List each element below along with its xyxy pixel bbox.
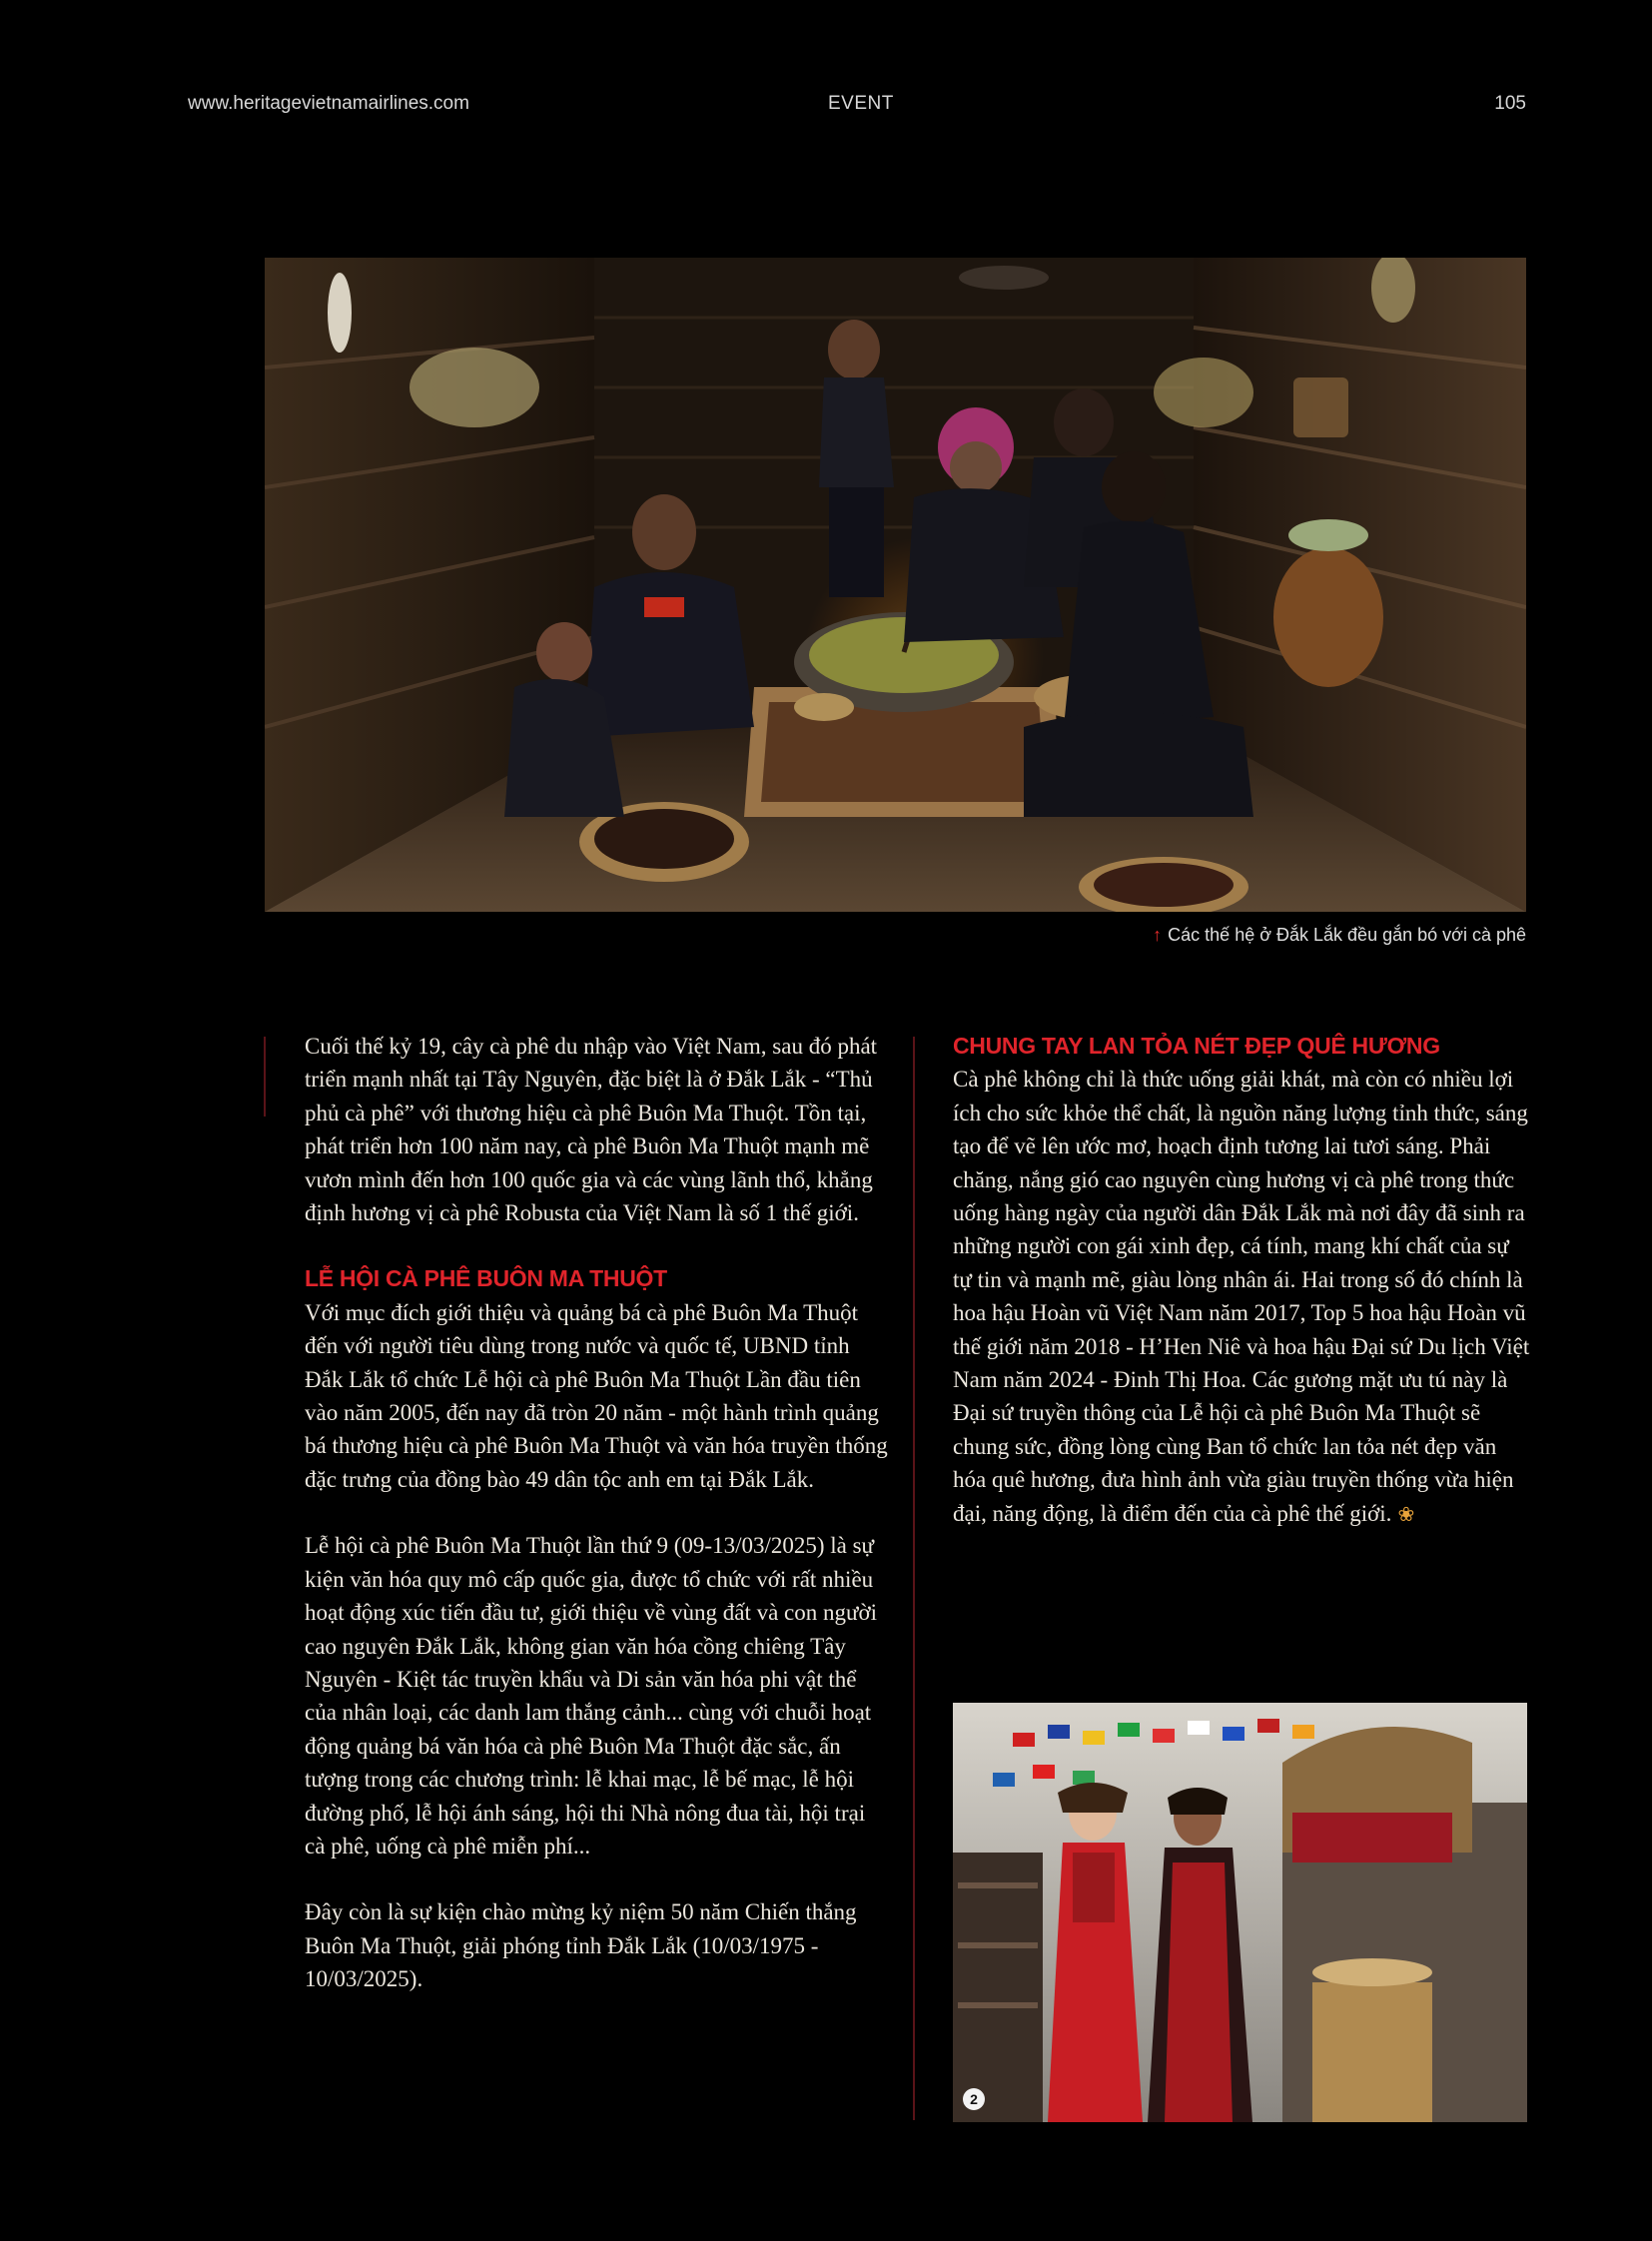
homeland-text: Cà phê không chỉ là thức uống giải khát, mà còn có nhiều lợi ích cho sức khỏe thể chất, là nguồn năng lượng tỉnh thức, sáng tạo để vẽ lên ước mơ, hoạch định tương lai tươi sáng. Phải chăng, nắng gió cao nguyên cùng hương vị cà phê trong thức uống hàng ngày của người dân Đắk Lắk mà nơi đây đã sinh ra những người con gái xinh đẹp, cá tính, mang khí chất của sự tự tin và mạnh mẽ, giàu lòng nhân ái. Hai trong số đó chính là hoa hậu Hoàn vũ Việt Nam năm 2017, Top 5 hoa hậu Hoàn vũ thế giới năm 2018 - H’Hen Niê và hoa hậu Đại sứ Du lịch Việt Nam năm 2024 - Đinh Thị Hoa. Các gương mặt ưu tú này là Đại sứ truyền thông của Lễ hội cà phê Buôn Ma Thuột sẽ chung sức, đồng lòng cùng Ban tổ chức lan tỏa nét đẹp văn hóa quê hương, đưa hình ảnh vừa giàu truyền thống vừa hiện đại, năng động, là điểm đến của cà phê thế giới.	[953, 1067, 1530, 1526]
intro-paragraph: Cuối thế kỷ 19, cây cà phê du nhập vào Việt Nam, sau đó phát triển mạnh nhất tại Tây Nguyên, đặc biệt là ở Đắk Lắk - “Thủ phủ cà phê” với thương hiệu cà phê Buôn Ma Thuột. Tồn tại, phát triển hơn 100 năm nay, cà phê Buôn Ma Thuột mạnh mẽ vươn mình đến hơn 100 quốc gia và các vùng lãnh thổ, khẳng định hương vị cà phê Robusta của Việt Nam là số 1 thế giới.	[305, 1034, 878, 1226]
section-label: EVENT	[828, 93, 894, 114]
lotus-icon: ❀	[1397, 1503, 1415, 1526]
page-header	[188, 93, 1526, 123]
caption-text: Các thế hệ ở Đắk Lắk đều gắn bó với cà phê	[1168, 925, 1526, 945]
center-column-rule	[913, 1037, 915, 2120]
arrow-up-icon: ↑	[1153, 925, 1163, 945]
festival-paragraph-3: Đây còn là sự kiện chào mừng kỷ niệm 50 năm Chiến thắng Buôn Ma Thuột, giải phóng tỉnh Đắk Lắk (10/03/1975 - 10/03/2025).	[305, 1899, 857, 1992]
festival-heading: LỄ HỘI CÀ PHÊ BUÔN MA THUỘT	[305, 1265, 667, 1292]
main-photo-family-coffee	[265, 258, 1526, 912]
right-column	[953, 1030, 1532, 1532]
main-photo-caption	[1153, 925, 1526, 946]
festival-paragraph-2: Lễ hội cà phê Buôn Ma Thuột lần thứ 9 (09-13/03/2025) là sự kiện văn hóa quy mô cấp quốc gia, được tổ chức với rất nhiều hoạt động xúc tiến đầu tư, giới thiệu về vùng đất và con người cao nguyên Đắk Lắk, không gian văn hóa cồng chiêng Tây Nguyên - Kiệt tác truyền khẩu và Di sản văn hóa phi vật thể của nhân loại, các danh lam thắng cảnh... cùng với chuỗi hoạt động quảng bá văn hóa cà phê Buôn Ma Thuột đặc sắc, ấn tượng trong các chương trình: lễ khai mạc, lễ bế mạc, lễ hội đường phố, lễ hội ánh sáng, hội thi Nhà nông đua tài, hội trại cà phê, uống cà phê miễn phí...	[305, 1533, 878, 1859]
photo-number-badge: 2	[963, 2088, 985, 2110]
website-url[interactable]: www.heritagevietnamairlines.com	[188, 93, 469, 114]
left-column	[305, 1030, 889, 1996]
main-photo-illustration	[265, 258, 1526, 912]
photo-ambassadors-exhibition	[953, 1703, 1527, 2122]
page-number: 105	[1494, 93, 1526, 114]
homeland-heading: CHUNG TAY LAN TỎA NÉT ĐẸP QUÊ HƯƠNG	[953, 1033, 1440, 1059]
ambassadors-photo-illustration	[953, 1703, 1527, 2122]
homeland-paragraph	[953, 1063, 1532, 1532]
festival-paragraph-1: Với mục đích giới thiệu và quảng bá cà phê Buôn Ma Thuột đến với người tiêu dùng trong nước và quốc tế, UBND tỉnh Đắk Lắk tổ chức Lễ hội cà phê Buôn Ma Thuột Lần đầu tiên vào năm 2005, đến nay đã tròn 20 năm - một hành trình quảng bá thương hiệu cà phê Buôn Ma Thuột và văn hóa truyền thống đặc trưng của đồng bào 49 dân tộc anh em tại Đắk Lắk.	[305, 1299, 888, 1492]
left-column-rule	[264, 1037, 266, 1117]
